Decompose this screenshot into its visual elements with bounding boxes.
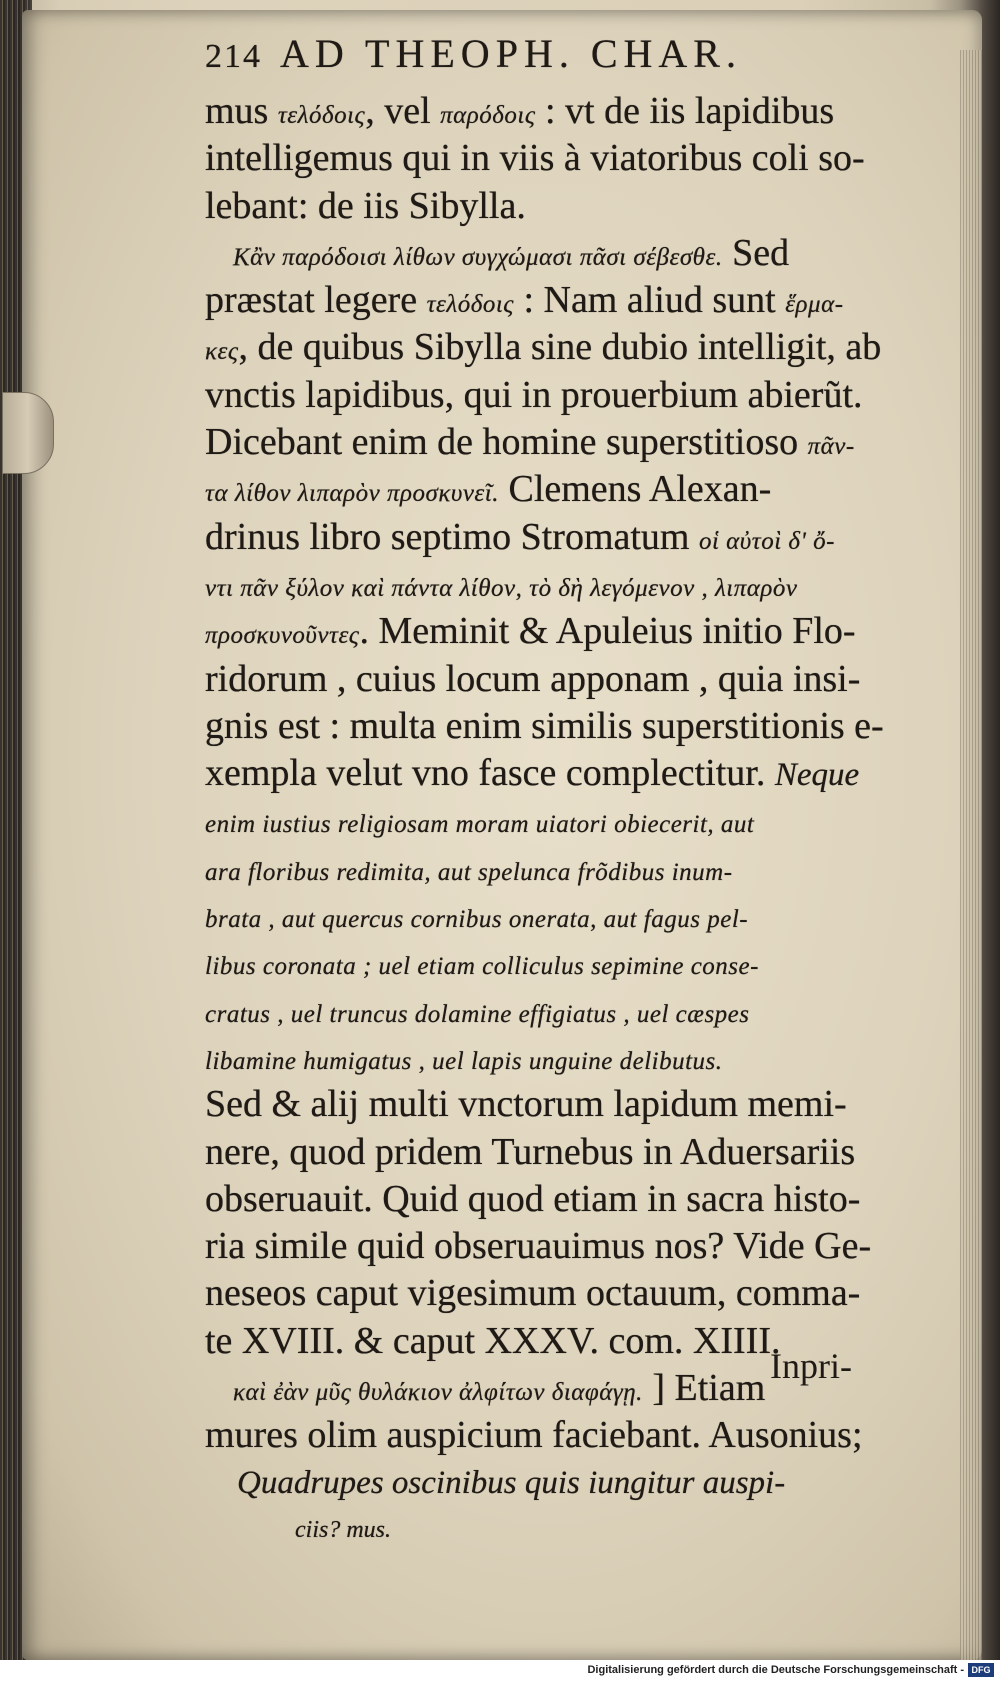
latin-text: neseos caput vigesimum octauum, comma- bbox=[205, 1272, 861, 1315]
latin-text: vnctis lapidibus, qui in prouerbium abierũt. bbox=[205, 373, 863, 416]
text-line bbox=[205, 608, 895, 655]
greek-text: παρόδοις bbox=[440, 102, 536, 129]
dfg-logo: DFG bbox=[968, 1663, 994, 1677]
latin-text: Clemens Alexan- bbox=[498, 468, 772, 511]
text-line bbox=[205, 514, 895, 561]
text-line bbox=[205, 1412, 895, 1459]
text-line bbox=[205, 703, 895, 750]
latin-text: mures olim auspicium faciebant. Ausonius; bbox=[205, 1414, 863, 1457]
latin-text: nere, quod pridem Turnebus in Aduersariis bbox=[205, 1130, 856, 1173]
latin-text: drinus libro septimo Stromatum bbox=[205, 515, 699, 558]
latin-text: Dicebant enim de homine superstitioso bbox=[205, 421, 808, 464]
latin-text: , vel bbox=[365, 90, 441, 132]
greek-text: enim iustius religiosam moram uiatori obiecerit, aut bbox=[205, 811, 755, 839]
latin-text: gnis est : multa enim similis superstitionis e- bbox=[205, 704, 884, 747]
text-line bbox=[205, 277, 895, 324]
text-line bbox=[205, 561, 895, 608]
text-line bbox=[205, 845, 895, 892]
latin-text: mus bbox=[205, 90, 278, 132]
running-head bbox=[205, 30, 895, 88]
latin-text: obseruauit. Quid quod etiam in sacra histo- bbox=[205, 1177, 861, 1220]
page-text-block bbox=[205, 30, 895, 1554]
greek-text: brata , aut quercus cornibus onerata, aut fagus pel- bbox=[205, 906, 749, 934]
text-line bbox=[205, 797, 895, 844]
latin-text: præstat legere bbox=[205, 279, 427, 322]
latin-text: : Nam aliud sunt bbox=[513, 279, 786, 322]
greek-text: ἕρμα- bbox=[785, 291, 844, 319]
latin-text: intelligemus qui in viis à viatoribus coli so- bbox=[205, 137, 865, 180]
text-line bbox=[205, 183, 895, 230]
latin-text: Sed bbox=[722, 231, 790, 274]
text-line bbox=[205, 1034, 895, 1081]
greek-text: καὶ ἐὰν μῦς θυλάκιον ἀλφίτων διαφάγῃ. bbox=[233, 1379, 643, 1407]
latin-text: , de quibus Sibylla sine dubio intelligit, ab bbox=[238, 326, 882, 369]
greek-text: ara floribus redimita, aut spelunca frõdibus inum- bbox=[205, 858, 733, 886]
text-line bbox=[205, 1176, 895, 1223]
body-lines bbox=[205, 88, 895, 1460]
latin-text: lebant: de iis Sibylla. bbox=[205, 184, 526, 227]
greek-text: Κἂν παρόδοισι λίθων συγχώμασι πᾶσι σέβεσθε. bbox=[233, 243, 723, 271]
greek-text: libus coronata ; uel etiam colliculus sepimine conse- bbox=[205, 953, 759, 981]
latin-text: ria simile quid obseruauimus nos? Vide Ge- bbox=[205, 1225, 872, 1268]
greek-text: cratus , uel truncus dolamine effigiatus , uel cæspes bbox=[205, 1000, 750, 1028]
text-line bbox=[205, 135, 895, 182]
italic-quotation: Neque bbox=[774, 757, 860, 794]
text-line bbox=[205, 939, 895, 986]
greek-text: πᾶν- bbox=[807, 433, 855, 461]
greek-text: οἱ αὐτοὶ δ' ὄ- bbox=[698, 527, 835, 555]
footer-credit: Digitalisierung gefördert durch die Deutsche Forschungsgemeinschaft - bbox=[587, 1664, 964, 1676]
catchword: Inpri- bbox=[770, 1346, 852, 1386]
text-line bbox=[205, 1129, 895, 1176]
latin-text: Sed & alij multi vnctorum lapidum memi- bbox=[205, 1083, 847, 1126]
text-line bbox=[205, 750, 895, 797]
page-number: 214 bbox=[205, 38, 262, 75]
greek-text: ντι πᾶν ξύλον καὶ πάντα λίθον, τὸ δὴ λεγόμενον , λιπαρὸν bbox=[205, 574, 798, 602]
text-line bbox=[205, 987, 895, 1034]
greek-text: προσκυνοῦντες bbox=[205, 622, 360, 650]
text-line bbox=[205, 230, 895, 277]
text-line bbox=[205, 372, 895, 419]
greek-text: libamine humigatus , uel lapis unguine delibutus. bbox=[205, 1047, 723, 1075]
text-line bbox=[205, 1223, 895, 1270]
running-title: AD THEOPH. CHAR. bbox=[280, 31, 742, 76]
latin-text: xempla velut vno fasce complectitur. bbox=[205, 752, 775, 795]
page-stack-edge bbox=[960, 50, 982, 1660]
clasp-tab bbox=[2, 392, 54, 474]
verse-line-2: ciis? mus. bbox=[295, 1516, 391, 1543]
latin-text: . Meminit & Apuleius initio Flo- bbox=[359, 610, 856, 653]
text-line bbox=[205, 419, 895, 466]
text-line bbox=[205, 1270, 895, 1317]
latin-text: ] Etiam bbox=[642, 1367, 766, 1410]
greek-text: τελόδοις bbox=[277, 102, 366, 129]
text-line bbox=[205, 892, 895, 939]
greek-text: κες bbox=[205, 338, 239, 366]
text-line bbox=[205, 656, 895, 703]
latin-text: te XVIII. & caput XXXV. com. XIIII. bbox=[205, 1319, 781, 1362]
text-line bbox=[205, 88, 895, 135]
latin-text: : vt de iis lapidibus bbox=[535, 90, 835, 132]
latin-text: ridorum , cuius locum apponam , quia insi- bbox=[205, 657, 861, 700]
text-line bbox=[205, 324, 895, 371]
text-line bbox=[205, 466, 895, 513]
verse-line-1: Quadrupes oscinibus quis iungitur auspi- bbox=[237, 1464, 786, 1501]
greek-text: τελόδοις bbox=[426, 291, 514, 319]
greek-text: τα λίθον λιπαρὸν προσκυνεῖ. bbox=[205, 480, 499, 508]
text-line bbox=[205, 1081, 895, 1128]
